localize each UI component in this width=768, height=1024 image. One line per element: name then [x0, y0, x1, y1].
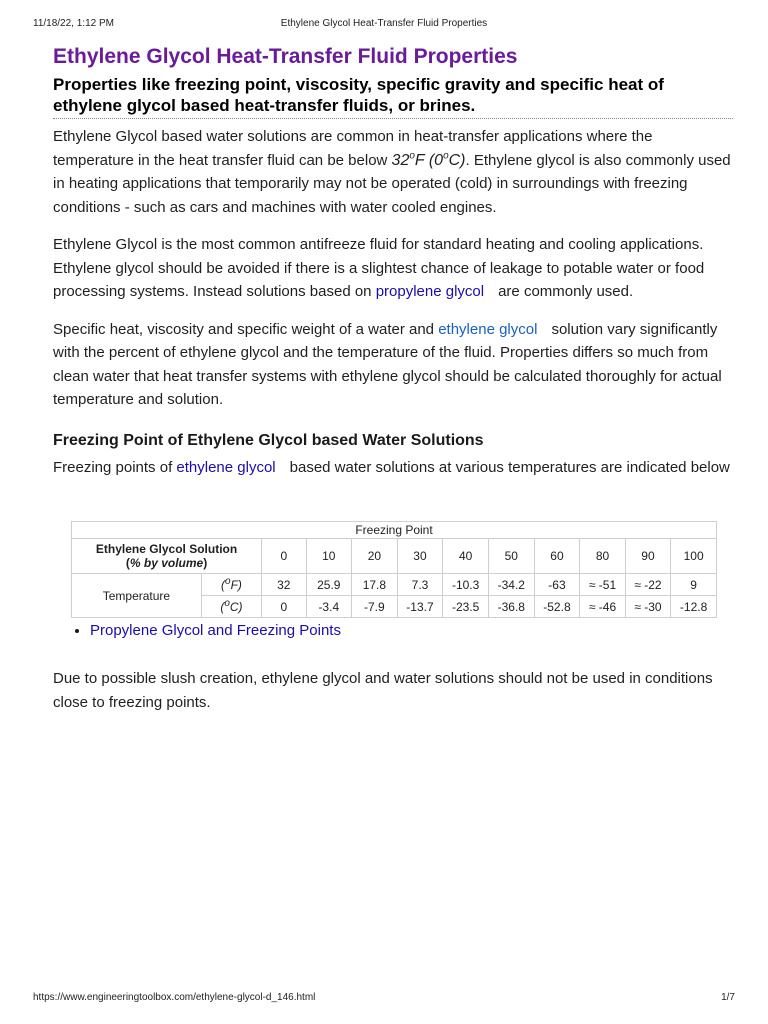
percent-cell: 90	[625, 539, 670, 574]
temperature-label: Temperature	[72, 574, 202, 618]
solution-sub: (% by volume)	[125, 556, 208, 570]
table-cell: -63	[534, 574, 580, 596]
table-cell: -36.8	[488, 596, 534, 618]
percent-cell: 60	[534, 539, 580, 574]
properties-text-b: solution vary significantly with the percent of ethylene glycol and the temperature of the fluid. Properties differs so much from clean water that heat transfer systems with ethylene glycol should be calculated thoroughly for actual temperature and solution.	[53, 320, 722, 408]
table-cell: -12.8	[671, 596, 717, 618]
print-page-title: Ethylene Glycol Heat-Transfer Fluid Properties	[280, 18, 488, 29]
percent-cell: 80	[580, 539, 625, 574]
table-cell: ≈ -22	[625, 574, 670, 596]
page-title: Ethylene Glycol Heat-Transfer Fluid Properties	[53, 45, 518, 68]
propylene-glycol-freezing-link[interactable]: Propylene Glycol and Freezing Points	[90, 622, 341, 639]
antifreeze-paragraph	[53, 233, 733, 304]
table-cell: 25.9	[306, 574, 352, 596]
list-item	[90, 620, 768, 642]
table-cell: -34.2	[488, 574, 534, 596]
table-cell: 7.3	[397, 574, 443, 596]
percent-cell: 40	[443, 539, 489, 574]
intro-text-b: . Ethylene glycol is also commonly used in heating applications that temporarily may not be operated (cold) in surroundings with freezing conditions - such as cars and machines with water cooled engines.	[53, 151, 731, 216]
temperature-value	[392, 152, 466, 169]
page-number: 1/7	[721, 992, 735, 1003]
freezing-text-a: Freezing points of	[53, 458, 177, 476]
section-heading-freezing-point: Freezing Point of Ethylene Glycol based Water Solutions	[53, 431, 484, 449]
print-datetime: 11/18/22, 1:12 PM	[33, 18, 114, 29]
antifreeze-text-b: are commonly used.	[498, 283, 634, 300]
table-cell: -10.3	[443, 574, 489, 596]
table-cell: 0	[262, 596, 306, 618]
page-subtitle: Properties like freezing point, viscosity, specific gravity and specific heat of ethylene glycol based heat-transfer fluids, or brines.	[53, 74, 733, 119]
temp-unit-c: C)	[448, 151, 466, 169]
table-cell: -23.5	[443, 596, 489, 618]
table-cell: -52.8	[534, 596, 580, 618]
table-cell: 9	[671, 574, 717, 596]
table-cell: 17.8	[352, 574, 398, 596]
table-caption: Freezing Point	[72, 522, 717, 539]
solution-header	[72, 539, 262, 574]
percent-cell: 0	[262, 539, 306, 574]
table-cell: ≈ -51	[580, 574, 625, 596]
propylene-glycol-link[interactable]: propylene glycol	[375, 283, 485, 300]
properties-paragraph	[53, 318, 733, 412]
degree-sup: o	[443, 150, 449, 162]
article	[53, 42, 733, 711]
intro-text-a: Ethylene Glycol based water solutions are common in heat-transfer applications where the temperature in the heat transfer fluid can be below	[53, 128, 653, 169]
table-cell: 32	[262, 574, 306, 596]
unit-f-cell: ($^o$F)	[201, 574, 261, 596]
intro-paragraph	[53, 125, 733, 219]
percent-cell: 10	[306, 539, 352, 574]
table-cell: -7.9	[352, 596, 398, 618]
temp-unit-f: F (0	[414, 151, 444, 169]
percent-cell: 20	[352, 539, 398, 574]
ethylene-glycol-link[interactable]: ethylene glycol	[438, 320, 538, 338]
percent-cell: 100	[671, 539, 717, 574]
table-header-row	[72, 539, 717, 574]
properties-text-a: Specific heat, viscosity and specific weight of a water and	[53, 320, 439, 338]
ethylene-glycol-link-2[interactable]: ethylene glycol	[176, 458, 276, 476]
table-cell: -3.4	[306, 596, 352, 618]
related-links-list	[53, 620, 768, 642]
percent-cell: 50	[488, 539, 534, 574]
table-cell: ≈ -46	[580, 596, 625, 618]
percent-cell: 30	[397, 539, 443, 574]
unit-c-cell: ($^o$C)	[201, 596, 261, 618]
degree-sup: o	[409, 150, 415, 162]
temp-f-value: 32	[391, 151, 410, 169]
page-url: https://www.engineeringtoolbox.com/ethylene-glycol-d_146.html	[33, 992, 316, 1003]
slush-paragraph: Due to possible slush creation, ethylene glycol and water solutions should not be used in conditions close to freezing points.	[53, 670, 713, 711]
table-cell: ≈ -30	[625, 596, 670, 618]
table-row-fahrenheit	[72, 574, 717, 596]
freezing-text-b: based water solutions at various temperatures are indicated below	[289, 458, 730, 476]
table-cell: -13.7	[397, 596, 443, 618]
print-header	[33, 18, 735, 32]
antifreeze-text-a: Ethylene Glycol is the most common antifreeze fluid for standard heating and cooling applications. Ethylene glycol should be avoided if there is a slightest chance of leakage to potable water or food processing systems. Instead solutions based on	[53, 236, 705, 300]
freezing-intro-paragraph	[53, 456, 733, 480]
print-footer	[33, 992, 735, 1006]
solution-label: Ethylene Glycol Solution	[95, 542, 238, 556]
freezing-point-table	[71, 521, 717, 618]
